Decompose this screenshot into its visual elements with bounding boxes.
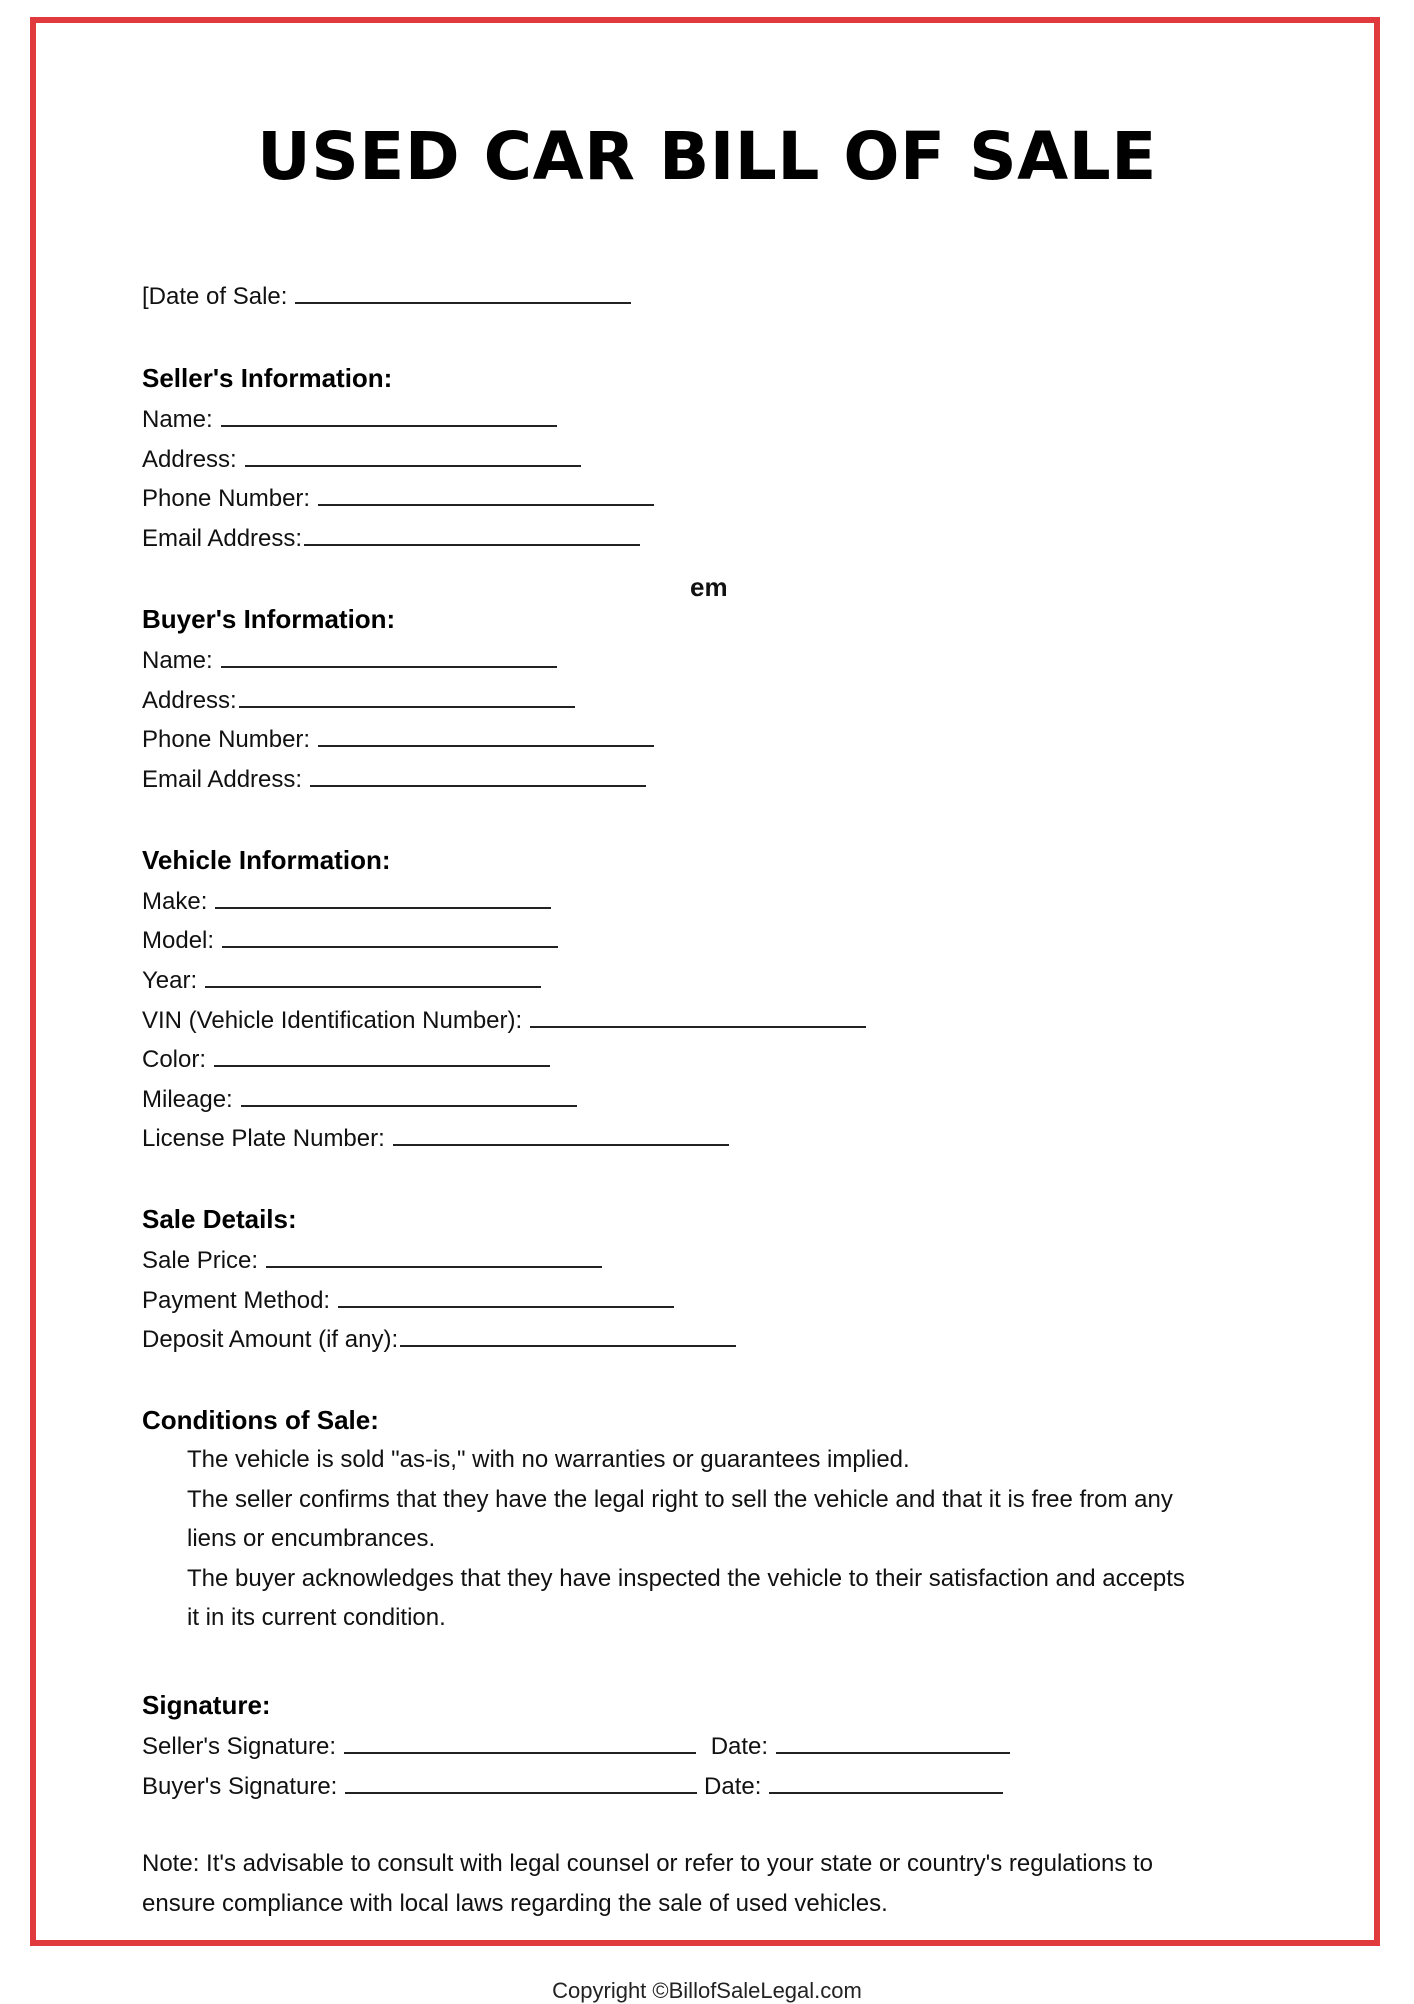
seller-address-row — [142, 443, 581, 475]
buyer-address-field[interactable] — [239, 684, 575, 708]
document-title: USED CAR BILL OF SALE — [257, 118, 1157, 195]
condition-line: The vehicle is sold "as-is," with no warranties or guarantees implied. — [187, 1446, 910, 1473]
vehicle-mileage-row — [142, 1083, 577, 1115]
seller-email-field[interactable] — [304, 522, 640, 546]
seller-name-label: Name: — [142, 406, 213, 433]
sale-price-field[interactable] — [266, 1244, 602, 1268]
vehicle-plate-label: License Plate Number: — [142, 1125, 385, 1152]
buyer-name-label: Name: — [142, 647, 213, 674]
buyer-date-label: Date: — [704, 1773, 762, 1800]
buyer-name-field[interactable] — [221, 644, 557, 668]
buyer-signature-row — [142, 1770, 1003, 1802]
seller-address-field[interactable] — [245, 443, 581, 467]
vehicle-year-label: Year: — [142, 967, 198, 994]
seller-signature-row — [142, 1730, 1010, 1762]
vehicle-model-row — [142, 924, 558, 956]
sale-price-row — [142, 1244, 602, 1276]
deposit-label: Deposit Amount (if any): — [142, 1326, 399, 1353]
buyer-phone-row — [142, 723, 654, 755]
seller-phone-label: Phone Number: — [142, 485, 311, 512]
conditions-heading: Conditions of Sale: — [142, 1405, 379, 1435]
seller-date-field[interactable] — [776, 1730, 1010, 1754]
buyer-phone-field[interactable] — [318, 723, 654, 747]
vehicle-make-label: Make: — [142, 888, 208, 915]
buyer-phone-label: Phone Number: — [142, 726, 311, 753]
signature-heading: Signature: — [142, 1690, 271, 1720]
condition-line: The seller confirms that they have the legal right to sell the vehicle and that it is free from any — [187, 1486, 1173, 1513]
note-line: Note: It's advisable to consult with legal counsel or refer to your state or country's regulations to — [142, 1850, 1154, 1877]
seller-heading: Seller's Information: — [142, 363, 393, 393]
vehicle-year-field[interactable] — [205, 964, 541, 988]
seller-phone-row — [142, 482, 654, 514]
deposit-field[interactable] — [400, 1323, 736, 1347]
seller-email-row — [142, 522, 640, 554]
vehicle-vin-field[interactable] — [530, 1004, 866, 1028]
seller-name-row — [142, 403, 557, 435]
buyer-address-row — [142, 684, 575, 716]
buyer-email-label: Email Address: — [142, 766, 303, 793]
buyer-address-label: Address: — [142, 687, 237, 714]
vehicle-color-row — [142, 1043, 550, 1075]
buyer-signature-field[interactable] — [345, 1770, 697, 1794]
vehicle-year-row — [142, 964, 541, 996]
vehicle-make-field[interactable] — [215, 885, 551, 909]
vehicle-vin-label: VIN (Vehicle Identification Number): — [142, 1007, 523, 1034]
sale-heading: Sale Details: — [142, 1204, 297, 1234]
vehicle-model-field[interactable] — [222, 924, 558, 948]
condition-line: it in its current condition. — [187, 1604, 446, 1631]
buyer-email-field[interactable] — [310, 763, 646, 787]
condition-line: liens or encumbrances. — [187, 1525, 436, 1552]
seller-date-label: Date: — [710, 1733, 769, 1760]
seller-address-label: Address: — [142, 446, 237, 473]
vehicle-mileage-field[interactable] — [241, 1083, 577, 1107]
buyer-heading: Buyer's Information: — [142, 604, 396, 634]
vehicle-plate-row — [142, 1122, 729, 1154]
seller-signature-label: Seller's Signature: — [142, 1733, 337, 1760]
date-of-sale-field[interactable] — [295, 280, 631, 304]
deposit-row — [142, 1323, 736, 1355]
seller-signature-field[interactable] — [344, 1730, 696, 1754]
payment-method-field[interactable] — [338, 1284, 674, 1308]
buyer-date-field[interactable] — [769, 1770, 1003, 1794]
copyright: Copyright ©BillofSaleLegal.com — [552, 1978, 862, 2003]
condition-line: The buyer acknowledges that they have inspected the vehicle to their satisfaction and accepts — [187, 1565, 1185, 1592]
seller-email-label: Email Address: — [142, 525, 303, 552]
vehicle-model-label: Model: — [142, 927, 215, 954]
payment-method-row — [142, 1284, 674, 1316]
vehicle-color-field[interactable] — [214, 1043, 550, 1067]
vehicle-plate-field[interactable] — [393, 1122, 729, 1146]
vehicle-make-row — [142, 885, 551, 917]
payment-method-label: Payment Method: — [142, 1287, 331, 1314]
note-line: ensure compliance with local laws regarding the sale of used vehicles. — [142, 1890, 888, 1917]
sale-price-label: Sale Price: — [142, 1247, 259, 1274]
buyer-signature-label: Buyer's Signature: — [142, 1773, 338, 1800]
vehicle-color-label: Color: — [142, 1046, 207, 1073]
vehicle-mileage-label: Mileage: — [142, 1086, 233, 1113]
seller-phone-field[interactable] — [318, 482, 654, 506]
vehicle-vin-row — [142, 1004, 866, 1036]
date-of-sale-label: [Date of Sale: — [142, 283, 288, 310]
buyer-name-row — [142, 644, 557, 676]
date-of-sale-row — [142, 280, 631, 312]
stray-text: em — [690, 572, 728, 602]
seller-name-field[interactable] — [221, 403, 557, 427]
buyer-email-row — [142, 763, 646, 795]
vehicle-heading: Vehicle Information: — [142, 845, 391, 875]
